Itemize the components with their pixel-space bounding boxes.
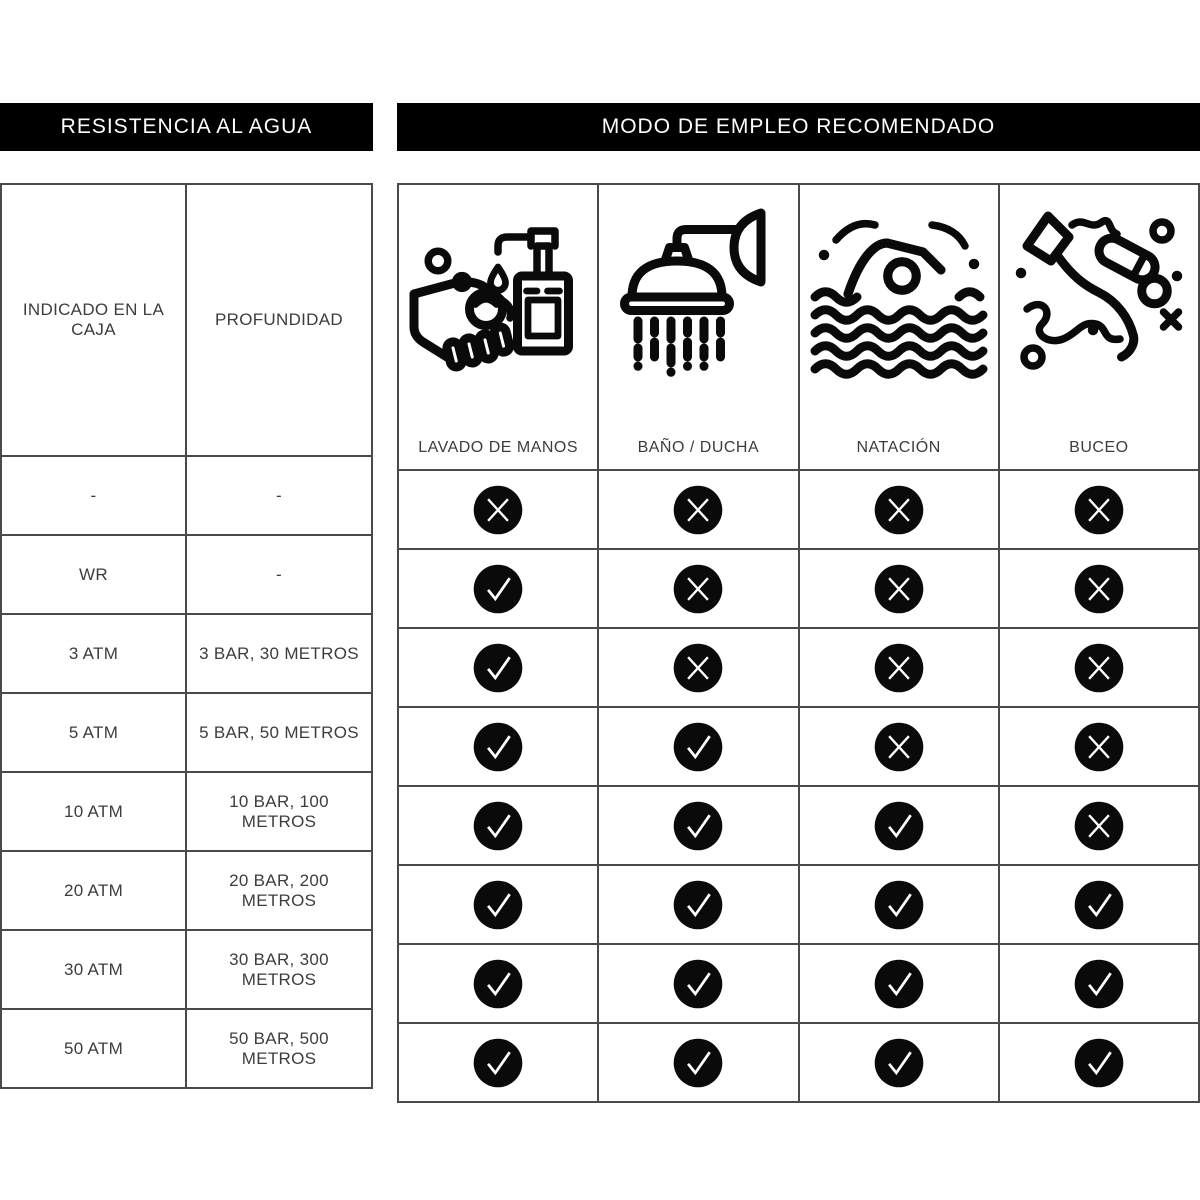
check-icon: [471, 957, 525, 1011]
check-icon: [471, 562, 525, 616]
usage-mark-cell: [799, 549, 999, 628]
table-row: [1, 693, 372, 772]
usage-mark-cell: [799, 1023, 999, 1102]
left-header-bar: [0, 103, 373, 151]
usage-mark-cell: [598, 786, 798, 865]
right-header-title: MODO DE EMPLEO RECOMENDADO: [601, 115, 996, 138]
usage-mark-cell: [398, 786, 598, 865]
usage-row: [398, 944, 1199, 1023]
usage-mark-cell: [598, 549, 798, 628]
usage-mark-cell: [598, 470, 798, 549]
usage-mark-cell: [598, 944, 798, 1023]
usage-column-label: LAVADO DE MANOS: [418, 439, 579, 456]
depth-value: 3 BAR, 30 METROS: [186, 614, 372, 693]
check-icon: [471, 878, 525, 932]
usage-mark-cell: [999, 786, 1199, 865]
usage-mark-cell: [398, 549, 598, 628]
resistance-table: [0, 183, 373, 1089]
col-header-buceo: [999, 184, 1199, 470]
cross-icon: [1072, 483, 1126, 537]
diving-icon: [1009, 201, 1189, 381]
cross-icon: [872, 720, 926, 774]
usage-row: [398, 628, 1199, 707]
usage-mark-cell: [999, 707, 1199, 786]
usage-mark-cell: [398, 1023, 598, 1102]
cross-icon: [671, 483, 725, 537]
cross-icon: [471, 483, 525, 537]
usage-mark-cell: [398, 865, 598, 944]
check-icon: [671, 720, 725, 774]
handwash-icon: [408, 201, 588, 381]
box-value: 50 ATM: [1, 1009, 186, 1088]
col-header-natacion: [799, 184, 999, 470]
depth-value: 5 BAR, 50 METROS: [186, 693, 372, 772]
usage-mark-cell: [799, 470, 999, 549]
box-value: WR: [1, 535, 186, 614]
table-row: [1, 930, 372, 1009]
check-icon: [872, 799, 926, 853]
usage-column-label: BUCEO: [1069, 439, 1129, 456]
box-value: 10 ATM: [1, 772, 186, 851]
right-header-bar: [397, 103, 1200, 151]
table-row: [1, 614, 372, 693]
cross-icon: [872, 562, 926, 616]
check-icon: [471, 641, 525, 695]
usage-column-label: NATACIÓN: [856, 439, 941, 456]
usage-mark-cell: [999, 628, 1199, 707]
col-header-indicado: INDICADO EN LA CAJA: [1, 184, 186, 456]
depth-value: 10 BAR, 100 METROS: [186, 772, 372, 851]
usage-row: [398, 786, 1199, 865]
usage-row: [398, 865, 1199, 944]
col-header-ducha: [598, 184, 798, 470]
usage-row: [398, 707, 1199, 786]
box-value: 3 ATM: [1, 614, 186, 693]
col-header-lavado: [398, 184, 598, 470]
check-icon: [1072, 878, 1126, 932]
cross-icon: [872, 483, 926, 537]
usage-section: [397, 103, 1200, 1103]
usage-mark-cell: [999, 944, 1199, 1023]
check-icon: [671, 1036, 725, 1090]
usage-mark-cell: [398, 628, 598, 707]
check-icon: [1072, 957, 1126, 1011]
cross-icon: [1072, 641, 1126, 695]
depth-value: 50 BAR, 500 METROS: [186, 1009, 372, 1088]
usage-mark-cell: [999, 470, 1199, 549]
usage-mark-cell: [598, 1023, 798, 1102]
cross-icon: [671, 562, 725, 616]
usage-mark-cell: [999, 549, 1199, 628]
usage-table-header-row: [398, 184, 1199, 470]
usage-mark-cell: [999, 865, 1199, 944]
usage-mark-cell: [799, 865, 999, 944]
col-header-profundidad: PROFUNDIDAD: [186, 184, 372, 456]
depth-value: 30 BAR, 300 METROS: [186, 930, 372, 1009]
usage-table: [397, 183, 1200, 1103]
check-icon: [471, 799, 525, 853]
usage-mark-cell: [398, 470, 598, 549]
table-row: [1, 772, 372, 851]
cross-icon: [1072, 720, 1126, 774]
resistance-table-header-row: [1, 184, 372, 456]
usage-mark-cell: [598, 865, 798, 944]
table-row: [1, 851, 372, 930]
usage-mark-cell: [799, 707, 999, 786]
cross-icon: [671, 641, 725, 695]
depth-value: -: [186, 456, 372, 535]
usage-mark-cell: [799, 944, 999, 1023]
cross-icon: [872, 641, 926, 695]
usage-mark-cell: [398, 944, 598, 1023]
check-icon: [671, 957, 725, 1011]
usage-mark-cell: [799, 786, 999, 865]
check-icon: [872, 1036, 926, 1090]
usage-row: [398, 549, 1199, 628]
check-icon: [872, 878, 926, 932]
check-icon: [671, 878, 725, 932]
check-icon: [872, 957, 926, 1011]
table-row: [1, 535, 372, 614]
swimming-icon: [809, 201, 989, 381]
usage-mark-cell: [999, 1023, 1199, 1102]
shower-icon: [608, 201, 788, 381]
depth-value: -: [186, 535, 372, 614]
usage-mark-cell: [598, 628, 798, 707]
usage-column-label: BAÑO / DUCHA: [637, 439, 760, 456]
usage-mark-cell: [398, 707, 598, 786]
depth-value: 20 BAR, 200 METROS: [186, 851, 372, 930]
table-row: [1, 1009, 372, 1088]
box-value: -: [1, 456, 186, 535]
check-icon: [471, 720, 525, 774]
table-row: [1, 456, 372, 535]
usage-mark-cell: [598, 707, 798, 786]
usage-row: [398, 1023, 1199, 1102]
box-value: 20 ATM: [1, 851, 186, 930]
resistance-section: [0, 103, 373, 1089]
box-value: 5 ATM: [1, 693, 186, 772]
check-icon: [1072, 1036, 1126, 1090]
cross-icon: [1072, 562, 1126, 616]
usage-row: [398, 470, 1199, 549]
check-icon: [471, 1036, 525, 1090]
left-header-title: RESISTENCIA AL AGUA: [60, 115, 313, 138]
box-value: 30 ATM: [1, 930, 186, 1009]
usage-mark-cell: [799, 628, 999, 707]
check-icon: [671, 799, 725, 853]
cross-icon: [1072, 799, 1126, 853]
